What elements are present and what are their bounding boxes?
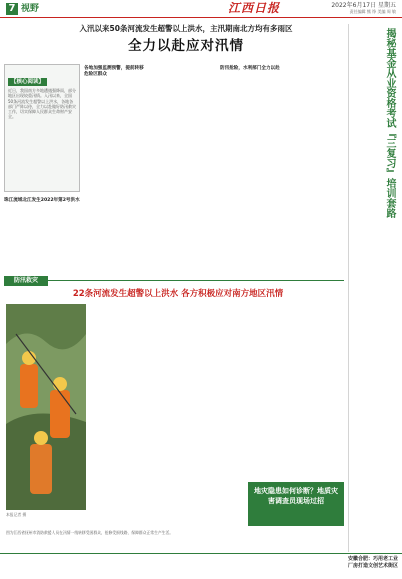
article-subhead: 防汛抢险，水利部门全力以赴 [220, 66, 280, 71]
rail-bottom-headline: 安徽合肥：巧用老工业厂房打造文创艺术街区 [348, 556, 399, 569]
article-column [220, 64, 284, 272]
article-column [84, 64, 148, 272]
article-column [4, 196, 80, 272]
rail-text-column [352, 212, 398, 550]
article-column [288, 64, 346, 272]
article-column [198, 304, 246, 526]
masthead [0, 0, 402, 18]
article-subhead: 各地加强监测预警，提前转移危险区群众 [84, 66, 144, 77]
news-photo [6, 304, 86, 510]
rail-text-column [352, 28, 372, 208]
section-name: 视野 [21, 4, 40, 14]
page-number: 7 [6, 3, 18, 15]
section-tag: 防汛救灾 [4, 276, 48, 286]
article-subhead: 珠江流域北江发生2022年第2号洪水 [4, 198, 80, 203]
article-column [152, 64, 216, 272]
rescue-workers-illustration [6, 304, 86, 510]
article-column [144, 304, 194, 526]
top-story-kicker: 入汛以来50条河流发生超警以上洪水，主汛期南北方均有多雨区 [79, 24, 293, 33]
issue-date: 2022年6月17日 星期五 [331, 2, 396, 9]
article-column [90, 304, 140, 526]
core-reading-text: 近日，我国南方多地遭遇强降雨，部分地区出现较重汛情。入汛以来，全国50条河流发生超警以上洪水，各地各部门严阵以待，全力以赴做好防汛救灾工作，切实保障人民群众生命财产安全。 [8, 88, 76, 120]
page-tag [6, 3, 39, 15]
article-column [250, 304, 344, 478]
photo-caption: 图为江西省抚州市消防救援人员在汛情一线转移受困群众，抢修受损线路，保障群众正常生产生活。 [6, 530, 174, 535]
top-story-headline: 全力以赴应对汛情 [128, 38, 244, 54]
lower-story-headline: 22条河流发生超警以上洪水 各方积极应对南方地区汛情 [72, 289, 284, 299]
paper-logo: 江西日报 [228, 1, 281, 15]
footer-divider [0, 553, 402, 579]
issue-meta-block [331, 2, 396, 14]
rail-headline: 揭秘基金从业资格考试『三复习』培训套路 [384, 28, 395, 218]
photo-credit: 本报记者 摄 [6, 512, 27, 517]
core-reading-title: 【核心阅读】 [8, 78, 47, 86]
core-reading-box [4, 64, 80, 192]
editor-credit: 责任编辑 熊 铮 美编 周 敏 [349, 9, 396, 14]
geo-hazard-inset: 地灾隐患如何诊断？地质灾害调查员现场过招 [248, 482, 344, 526]
section-divider [48, 280, 344, 281]
